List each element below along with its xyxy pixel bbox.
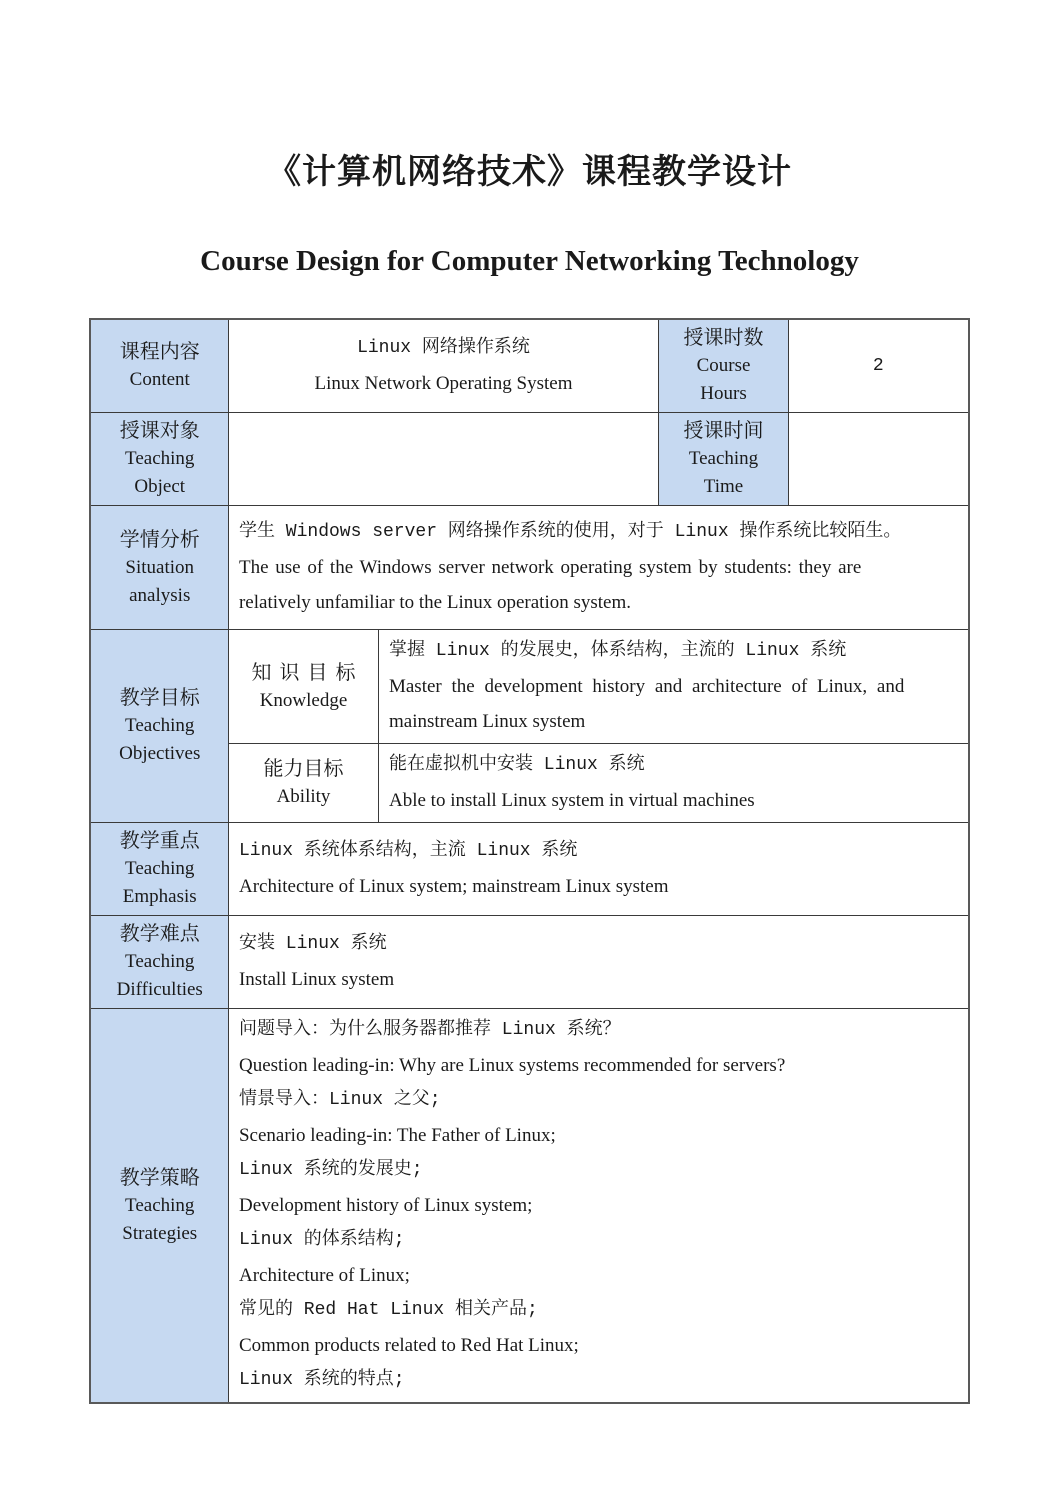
doc-title-en: Course Design for Computer Networking Technology — [200, 244, 859, 277]
strategies-line: Linux 系统的发展史; — [238, 1160, 423, 1181]
content-label-en: Content — [129, 369, 190, 391]
emphasis-line-zh: Linux 系统体系结构，主流 Linux 系统 — [238, 841, 578, 862]
content-value-en: Linux Network Operating System — [314, 373, 573, 395]
emphasis-label-en2: Emphasis — [122, 886, 197, 908]
difficulties-content-cell — [228, 916, 968, 1009]
content-value-cell — [228, 319, 658, 413]
strategies-line: Common products related to Red Hat Linux; — [238, 1335, 579, 1357]
teaching-time-label-zh: 授课时间 — [683, 420, 764, 443]
strategies-label-en1: Teaching — [125, 1194, 195, 1216]
teaching-time-label-en2: Time — [703, 476, 744, 498]
strategies-line: Linux 的体系结构; — [238, 1230, 405, 1251]
ability-label-zh: 能力目标 — [263, 758, 344, 781]
table-row — [90, 506, 968, 630]
teaching-object-label-zh: 授课对象 — [119, 420, 200, 443]
emphasis-line-en: Architecture of Linux system; mainstream Linux system — [238, 876, 669, 898]
teaching-object-label-cell — [90, 413, 228, 506]
difficulties-label-en1: Teaching — [125, 951, 195, 973]
strategies-label-cell — [90, 1009, 228, 1404]
table-row — [90, 823, 968, 916]
ability-line-en: Able to install Linux system in virtual machines — [388, 790, 755, 812]
teaching-time-value-cell — [789, 413, 969, 506]
objectives-label-zh: 教学目标 — [119, 687, 200, 710]
teaching-time-label-cell — [659, 413, 789, 506]
teaching-object-label-en1: Teaching — [125, 448, 195, 470]
strategies-label-zh: 教学策略 — [119, 1166, 200, 1189]
strategies-line: Architecture of Linux; — [238, 1265, 410, 1287]
situation-line-en2: relatively unfamiliar to the Linux operation system. — [238, 592, 632, 614]
table-row — [90, 413, 968, 506]
content-value-zh: Linux 网络操作系统 — [357, 338, 530, 359]
difficulties-line-en: Install Linux system — [238, 969, 395, 991]
situation-label-en1: Situation — [125, 556, 195, 578]
ability-content-cell — [378, 744, 968, 823]
situation-label-en2: analysis — [129, 584, 191, 606]
emphasis-label-zh: 教学重点 — [119, 830, 200, 853]
table-row — [90, 630, 968, 744]
course-hours-value: 2 — [872, 355, 884, 376]
situation-line-en1: The use of the Windows server network operating system by students: they are — [238, 557, 862, 579]
content-label-zh: 课程内容 — [119, 341, 200, 364]
objectives-label-en2: Objectives — [119, 743, 201, 765]
situation-line-zh: 学生 Windows server 网络操作系统的使用，对于 Linux 操作系统比较陌生。 — [238, 522, 902, 543]
teaching-time-label-en1: Teaching — [688, 448, 759, 470]
table-row — [90, 1009, 968, 1404]
ability-label-cell — [228, 744, 378, 823]
strategies-line: Question leading-in: Why are Linux systems recommended for servers? — [238, 1055, 786, 1077]
strategies-line: 情景导入：Linux 之父; — [238, 1090, 441, 1111]
emphasis-label-en1: Teaching — [125, 858, 195, 880]
knowledge-line-en2: mainstream Linux system — [388, 711, 586, 733]
knowledge-label-zh: 知识目标 — [251, 661, 364, 684]
emphasis-content-cell — [228, 823, 968, 916]
knowledge-line-en1: Master the development history and architecture of Linux, and — [388, 676, 905, 698]
doc-title-zh: 《计算机网络技术》课程教学设计 — [267, 153, 792, 191]
teaching-object-value-cell — [228, 413, 658, 506]
knowledge-label-cell — [228, 630, 378, 744]
strategies-line: Scenario leading-in: The Father of Linux; — [238, 1125, 556, 1147]
strategies-line: Linux 系统的特点; — [238, 1370, 405, 1391]
difficulties-label-zh: 教学难点 — [119, 923, 200, 946]
difficulties-label-cell — [90, 916, 228, 1009]
teaching-object-label-en2: Object — [134, 476, 186, 498]
emphasis-label-cell — [90, 823, 228, 916]
strategies-line: 常见的 Red Hat Linux 相关产品; — [238, 1300, 538, 1321]
knowledge-label-en: Knowledge — [259, 689, 348, 711]
course-hours-label-cell — [659, 319, 789, 413]
difficulties-line-zh: 安装 Linux 系统 — [238, 934, 387, 955]
strategies-label-en2: Strategies — [122, 1222, 198, 1244]
strategies-line: Development history of Linux system; — [238, 1195, 533, 1217]
course-hours-label-en1: Course — [696, 355, 751, 377]
course-hours-label-zh: 授课时数 — [683, 327, 764, 350]
ability-line-zh: 能在虚拟机中安装 Linux 系统 — [388, 755, 645, 776]
table-row — [90, 916, 968, 1009]
difficulties-label-en2: Difficulties — [116, 979, 203, 1001]
strategies-content-cell — [228, 1009, 968, 1404]
course-design-table — [89, 318, 969, 1404]
strategies-line: 问题导入：为什么服务器都推荐 Linux 系统？ — [238, 1020, 621, 1041]
table-row — [90, 319, 968, 413]
ability-label-en: Ability — [276, 786, 331, 808]
knowledge-content-cell — [378, 630, 968, 744]
situation-content-cell — [228, 506, 968, 630]
course-hours-label-en2: Hours — [700, 383, 747, 405]
objectives-label-cell — [90, 630, 228, 823]
content-label-cell — [90, 319, 228, 413]
knowledge-line-zh: 掌握 Linux 的发展史，体系结构，主流的 Linux 系统 — [388, 641, 847, 662]
objectives-label-en1: Teaching — [125, 715, 195, 737]
course-hours-value-cell — [789, 319, 969, 413]
situation-label-cell — [90, 506, 228, 630]
situation-label-zh: 学情分析 — [119, 528, 200, 551]
